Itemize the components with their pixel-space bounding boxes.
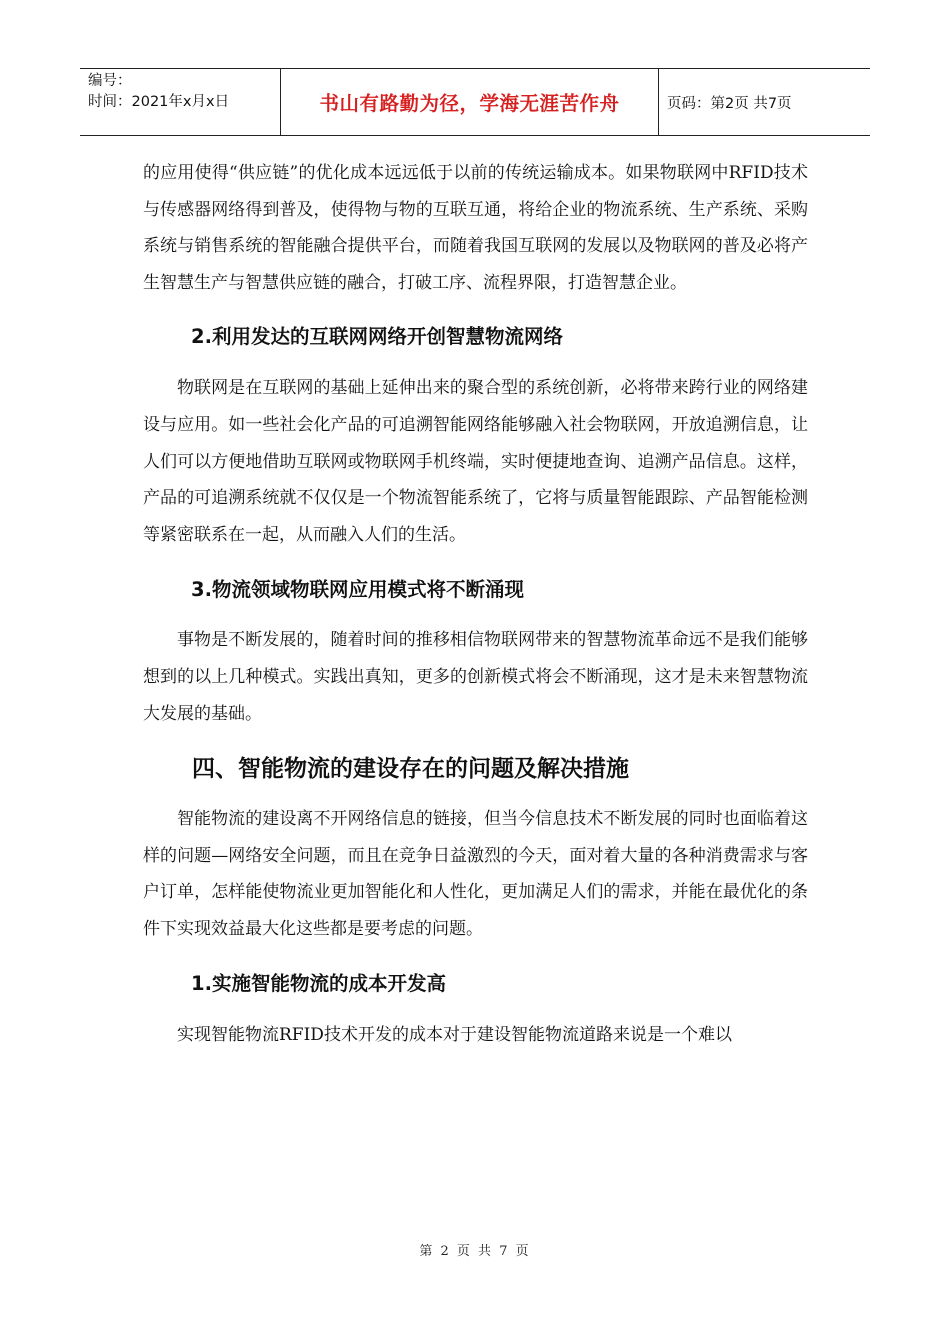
paragraph-internet-network: 物联网是在互联网的基础上延伸出来的聚合型的系统创新，必将带来跨行业的网络建设与应用。如一些社会化产品的可追溯智能网络能够融入社会物联网，开放追溯信息，让人们可以方便地借助互联网或物联网手机终端，实时便捷地查询、追溯产品信息。这样，产品的可追溯系统就不仅仅是一个物流智能系统了，它将与质量智能跟踪、产品智能检测等紧密联系在一起，从而融入人们的生活。 <box>143 378 808 545</box>
document-body <box>143 155 808 1053</box>
header-code-label: 编号： <box>88 73 132 89</box>
paragraph-problems: 智能物流的建设离不开网络信息的链接，但当今信息技术不断发展的同时也面临着这样的问题—网络安全问题，而且在竞争日益激烈的今天，面对着大量的各种消费需求与客户订单，怎样能使物流业更加智能化和人性化，更加满足人们的需求，并能在最优化的条件下实现效益最大化这些都是要考虑的问题。 <box>143 809 808 939</box>
section-heading-cost: 1.实施智能物流的成本开发高 <box>191 971 446 995</box>
section-heading-3: 3.物流领域物联网应用模式将不断涌现 <box>191 578 524 602</box>
paragraph-cost: 实现智能物流RFID技术开发的成本对于建设智能物流道路来说是一个难以 <box>177 1024 732 1045</box>
header-date-label: 时间：2021年x月x日 <box>88 94 230 110</box>
page-header <box>80 68 870 136</box>
paragraph-application-modes: 事物是不断发展的，随着时间的推移相信物联网带来的智慧物流革命远不是我们能够想到的以上几种模式。实践出真知，更多的创新模式将会不断涌现，这才是未来智慧物流大发展的基础。 <box>143 630 808 724</box>
chapter-heading-4: 四、智能物流的建设存在的问题及解决措施 <box>192 756 629 783</box>
header-page-label: 页码：第2页 共7页 <box>667 95 792 112</box>
header-meta <box>80 69 281 135</box>
paragraph-continued: 的应用使得“供应链”的优化成本远远低于以前的传统运输成本。如果物联网中RFID技术与传感器网络得到普及，使得物与物的互联互通，将给企业的物流系统、生产系统、采购系统与销售系统的智能融合提供平台，而随着我国互联网的发展以及物联网的普及必将产生智慧生产与智慧供应链的融合，打破工序、流程界限，打造智慧企业。 <box>143 163 808 293</box>
section-heading-2: 2.利用发达的互联网网络开创智慧物流网络 <box>191 325 563 349</box>
page-footer: 第 2 页 共 7 页 <box>419 1244 531 1259</box>
header-motto: 书山有路勤为径，学海无涯苦作舟 <box>281 69 659 135</box>
